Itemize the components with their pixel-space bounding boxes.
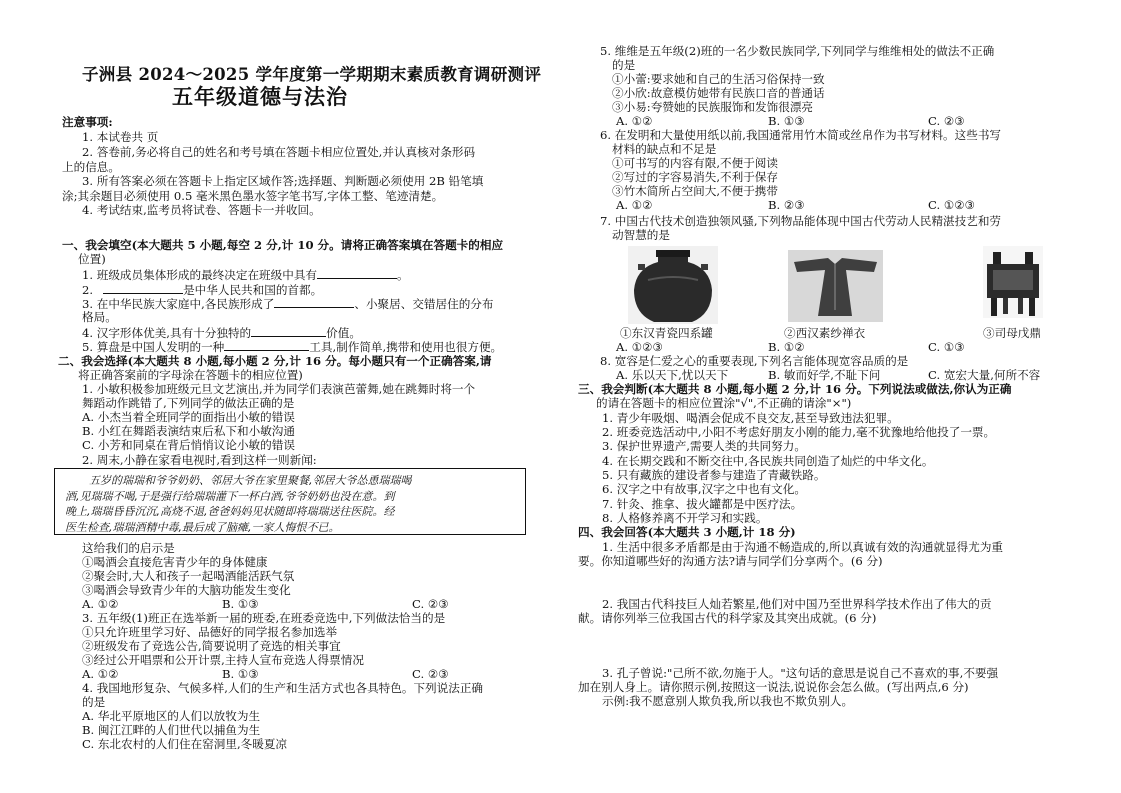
news-line: 晚上,瑞瑞昏昏沉沉,高烧不退,爸爸妈妈见状随即将瑞瑞送往医院。经 <box>65 505 395 518</box>
judge-item: 3. 保护世界遗产,需要人类的共同努力。 <box>602 439 806 453</box>
choice-q6-line: 材料的缺点和不足是 <box>612 142 717 156</box>
choice-q8-line: 8. 宽容是仁爱之心的重要表现,下列名言能体现宽容品质的是 <box>600 354 909 368</box>
choice-q7-option: A. ①②③ <box>616 340 663 354</box>
choice-q5-option: C. ②③ <box>928 114 965 128</box>
fill-question-4: 4. 汉字形体优美,具有十分独特的 价值。 <box>82 326 361 340</box>
choice-q1-line: 舞蹈动作跳错了,下列同学的做法正确的是 <box>82 396 295 410</box>
choice-q5-option: B. ①③ <box>768 114 805 128</box>
choice-q2-line: ②聚会时,大人和孩子一起喝酒能活跃气氛 <box>82 569 295 583</box>
notice-line: 4. 考试结束,监考员将试卷、答题卡一并收回。 <box>82 203 321 217</box>
choice-q5-line: ③小易:夸赞她的民族服饰和发饰很漂亮 <box>612 100 814 114</box>
answer-blank[interactable] <box>274 296 354 308</box>
artifact-caption: ③司母戊鼎 <box>983 326 1041 340</box>
ding-vessel-image <box>983 246 1043 318</box>
choice-q3-option: C. ②③ <box>412 667 449 681</box>
answer-q3-example: 示例:我不愿意别人欺负我,所以我也不欺负别人。 <box>602 694 854 708</box>
choice-q3-line: ①只允许班里学习好、品德好的同学报名参加选举 <box>82 625 338 639</box>
silk-robe-image <box>788 250 883 322</box>
choice-q8-option: B. 敏而好学,不耻下问 <box>768 368 881 382</box>
answer-q3-line: 3. 孔子曾说:"己所不欲,勿施于人。"这句话的意思是说自己不喜欢的事,不要强 <box>602 666 999 680</box>
notice-line: 涂;其余题目必须使用 0.5 毫米黑色墨水签字笔书写,字体工整、笔迹清楚。 <box>62 189 444 203</box>
choice-q4-line: 4. 我国地形复杂、气候多样,人们的生产和生活方式也各具特色。下列说法正确 <box>82 681 484 695</box>
section1-heading: 一、我会填空(本大题共 5 小题,每空 2 分,计 10 分。请将正确答案填在答题卡的相应 <box>62 238 504 252</box>
answer-blank[interactable] <box>224 339 309 351</box>
section2-heading: 二、我会选择(本大题共 8 小题,每小题 2 分,计 16 分。每小题只有一个正确答案,请 <box>58 354 492 368</box>
answer-area-q1[interactable] <box>578 570 1073 594</box>
subject-title: 五年级道德与法治 <box>172 84 348 109</box>
choice-q3-line: 3. 五年级(1)班正在选举新一届的班委,在班委竞选中,下列做法恰当的是 <box>82 611 446 625</box>
answer-area-q2[interactable] <box>578 627 1073 663</box>
judge-item: 7. 针灸、推拿、拔火罐都是中医疗法。 <box>602 497 803 511</box>
choice-q5-option: A. ①② <box>616 114 653 128</box>
choice-q4-option: C. 东北农村的人们住在窑洞里,冬暖夏凉 <box>82 737 288 751</box>
choice-q6-option: C. ①②③ <box>928 198 976 212</box>
judge-item: 5. 只有藏族的建设者参与建造了青藏铁路。 <box>602 468 826 482</box>
answer-blank[interactable] <box>103 282 183 294</box>
choice-q5-line: ①小蕾:要求她和自己的生活习俗保持一致 <box>612 72 825 86</box>
fill-question-3: 3. 在中华民族大家庭中,各民族形成了 、小聚居、交错居住的分布 <box>82 297 494 311</box>
judge-item: 4. 在长期交践和不断交往中,各民族共同创造了灿烂的中华文化。 <box>602 454 934 468</box>
choice-q6-line: ②写过的字容易消失,不利于保存 <box>612 170 778 184</box>
choice-q3-option: B. ①③ <box>222 667 259 681</box>
fill-question-5: 5. 算盘是中国人发明的一种 工具,制作简单,携带和使用也很方便。 <box>82 340 503 354</box>
celadon-jar-image <box>628 246 718 324</box>
judge-item: 6. 汉字之中有故事,汉字之中也有文化。 <box>602 482 806 496</box>
choice-q6-line: 6. 在发明和大量使用纸以前,我国通常用竹木简或丝帛作为书写材料。这些书写 <box>600 128 1002 142</box>
choice-q8-option: C. 宽宏大量,何所不容 <box>928 368 1041 382</box>
artifact-caption: ②西汉素纱禅衣 <box>784 326 866 340</box>
answer-q3-line: 加在别人身上。请你照示例,按照这一说法,说说你会怎么做。(写出两点,6 分) <box>578 680 969 694</box>
choice-q3-option: A. ①② <box>82 667 119 681</box>
section2-heading-cont: 将正确答案前的字母涂在答题卡的相应位置) <box>78 368 303 382</box>
choice-q1-option: A. 小杰当着全班同学的面指出小敏的错误 <box>82 410 295 424</box>
choice-q4-option: A. 华北平原地区的人们以放牧为生 <box>82 709 261 723</box>
choice-q2-line: ③喝酒会导致青少年的大脑功能发生变化 <box>82 583 291 597</box>
choice-q5-line: 5. 维维是五年级(2)班的一名少数民族同学,下列同学与维维相处的做法不正确 <box>600 44 995 58</box>
notice-line: 1. 本试卷共 页 <box>82 130 159 144</box>
choice-q7-line: 7. 中国古代技术创造独领风骚,下列物品能体现中国古代劳动人民精湛技艺和劳 <box>600 214 1002 228</box>
answer-q2-line: 2. 我国古代科技巨人灿若繁星,他们对中国乃至世界科学技术作出了伟大的贡 <box>602 597 992 611</box>
judge-item: 1. 青少年吸烟、喝酒会促成不良交友,甚至导致违法犯罪。 <box>602 411 899 425</box>
choice-q6-option: B. ②③ <box>768 198 805 212</box>
news-box <box>54 468 526 535</box>
choice-q8-option: A. 乐以天下,忧以天下 <box>616 368 729 382</box>
fill-question-2: 2. 是中华人民共和国的首都。 <box>82 283 323 297</box>
choice-q1-option: C. 小芳和同桌在背后悄悄议论小敏的错误 <box>82 438 295 452</box>
choice-q1-option: B. 小红在舞蹈表演结束后私下和小敏沟通 <box>82 424 295 438</box>
choice-q5-line: ②小欣:故意模仿她带有民族口音的普通话 <box>612 86 825 100</box>
choice-q2-option: A. ①② <box>82 597 119 611</box>
notice-line: 3. 所有答案必须在答题卡上指定区域作答;选择题、判断题必须使用 2B 铅笔填 <box>82 174 484 188</box>
choice-q6-option: A. ①② <box>616 198 653 212</box>
choice-q2-line: ①喝酒会直接危害青少年的身体健康 <box>82 555 268 569</box>
notice-line: 2. 答卷前,务必将自己的姓名和考号填在答题卡相应位置处,并认真核对条形码 <box>82 145 476 159</box>
answer-q1-line: 1. 生活中很多矛盾都是由于沟通不畅造成的,所以真诚有效的沟通就显得尤为重 <box>602 540 1004 554</box>
choice-q7-option: B. ①② <box>768 340 805 354</box>
section4-heading: 四、我会回答(本大题共 3 小题,计 18 分) <box>578 525 796 539</box>
choice-q2-option: C. ②③ <box>412 597 449 611</box>
artifact-caption: ①东汉青瓷四系罐 <box>620 326 713 340</box>
section1-heading-cont: 位置) <box>78 252 106 266</box>
choice-q2-line: 这给我们的启示是 <box>82 541 175 555</box>
news-line: 五岁的瑞瑞和爷爷奶奶、邻居大爷在家里聚餐,邻居大爷怂恿瑞瑞喝 <box>89 474 412 487</box>
choice-q1-line: 1. 小敏积极参加班级元旦文艺演出,并为同学们表演芭蕾舞,她在跳舞时将一个 <box>82 382 476 396</box>
choice-q7-line: 动智慧的是 <box>612 228 670 242</box>
choice-q2-intro: 2. 周末,小静在家看电视时,看到这样一则新闻: <box>82 453 317 467</box>
choice-q3-line: ②班级发布了竞选公告,简要说明了竞选的相关事宜 <box>82 639 341 653</box>
news-line: 医生检查,瑞瑞酒精中毒,最后成了脑瘫,一家人悔恨不已。 <box>65 520 340 534</box>
answer-area-q3[interactable] <box>578 710 1073 770</box>
choice-q4-line: 的是 <box>82 695 106 709</box>
judge-item: 2. 班委竞选活动中,小阳不考虑好朋友小刚的能力,毫不犹豫地给他投了一票。 <box>602 425 996 439</box>
answer-q1-line: 要。你知道哪些好的沟通方法?请与同学们分享两个。(6 分) <box>578 554 883 568</box>
section3-heading-cont: 的请在答题卡的相应位置涂"√",不正确的请涂"×") <box>596 396 852 410</box>
choice-q6-line: ③竹木简所占空间大,不便于携带 <box>612 184 778 198</box>
choice-q4-option: B. 闽江江畔的人们世代以捕鱼为生 <box>82 723 261 737</box>
answer-q2-line: 献。请你列举三位我国古代的科学家及其突出成就。(6 分) <box>578 611 877 625</box>
choice-q3-line: ③经过公开唱票和公开计票,主持人宣布竞选人得票情况 <box>82 653 364 667</box>
news-line: 酒,见瑞瑞不喝,于是强行给瑞瑞灌下一杯白酒,爷爷奶奶也没在意。到 <box>65 489 395 503</box>
judge-item: 8. 人格修养离不开学习和实践。 <box>602 511 768 525</box>
answer-blank[interactable] <box>251 325 326 337</box>
exam-title: 子洲县 2024～2025 学年度第一学期期末素质教育调研测评 <box>82 65 542 84</box>
choice-q7-option: C. ①③ <box>928 340 965 354</box>
fill-question-1: 1. 班级成员集体形成的最终决定在班级中具有 。 <box>82 268 409 282</box>
notice-line: 上的信息。 <box>62 160 120 174</box>
section3-heading: 三、我会判断(本大题共 8 小题,每小题 2 分,计 16 分。下列说法或做法,你认为正确 <box>578 382 1012 396</box>
fill-question-3-cont: 格局。 <box>82 310 117 324</box>
choice-q6-line: ①可书写的内容有限,不便于阅读 <box>612 156 778 170</box>
answer-blank[interactable] <box>317 267 397 279</box>
notice-heading: 注意事项: <box>62 115 113 129</box>
choice-q5-line: 的是 <box>612 58 636 72</box>
choice-q2-option: B. ①③ <box>222 597 259 611</box>
